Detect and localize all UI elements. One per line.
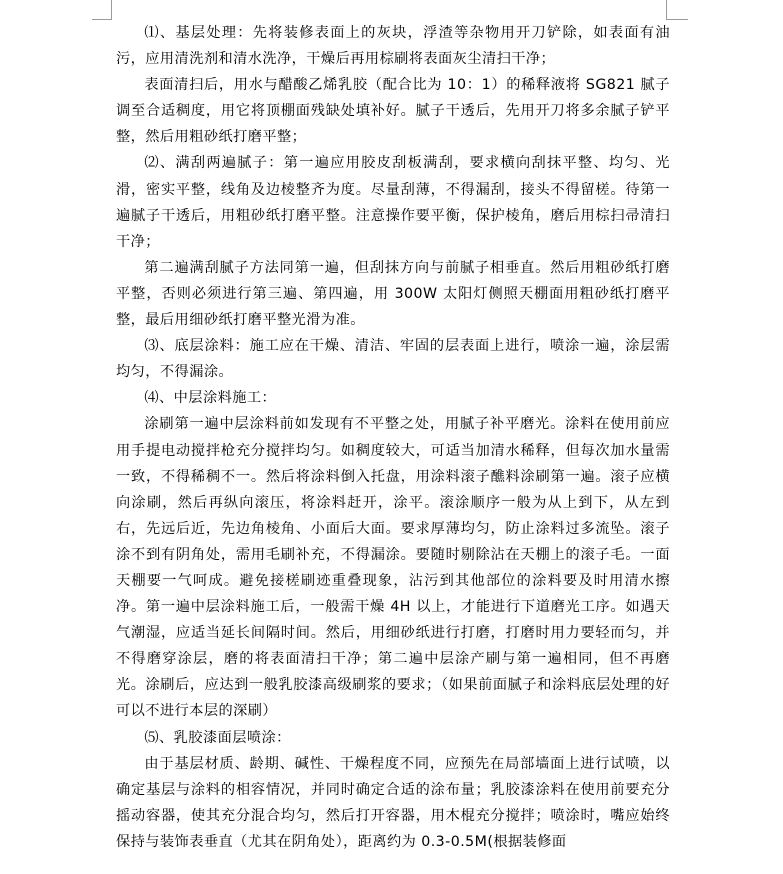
- paragraph-middle-coat-body: 涂刷第一遍中层涂料前如发现有不平整之处，用腻子补平磨光。涂料在使用前应用手提电动搅拌枪充分搅拌均匀。如稠度较大，可适当加清水稀释，但每次加水量需一致，不得稀稠不一。然后将涂料倒入托盘，用涂料滚子醮料涂刷第一遍。滚子应横向涂刷，然后再纵向滚压，将涂料赶开，涂平。滚涂顺序一般为从上到下，从左到右，先远后近，先边角棱角、小面后大面。要求厚薄均匀，防止涂料过多流坠。滚子涂不到有阴角处，需用毛刷补充，不得漏涂。要随时剔除沾在天棚上的滚子毛。一面天棚要一气呵成。避免接槎刷迹重叠现象，沾污到其他部位的涂料要及时用清水擦净。第一遍中层涂料施工后，一般需干燥 4H 以上，才能进行下道磨光工序。如遇天气潮湿，应适当延长间隔时间。然后，用细砂纸进行打磨，打磨时用力要轻而匀，并不得磨穿涂层，磨的将表面清扫干净；第二遍中层涂产刷与第一遍相同，但不再磨光。涂刷后，应达到一般乳胶漆高级刷浆的要求；（如果前面腻子和涂料底层处理的好可以不进行本层的深刷）: [116, 416, 670, 720]
- paragraph-first-putty-coat: ⑵、满刮两遍腻子：第一遍应用胶皮刮板满刮，要求横向刮抹平整、均匀、光滑，密实平整，线角及边棱整齐为度。尽量刮薄，不得漏刮，接头不得留槎。待第一遍腻子干透后，用粗砂纸打磨平整。注意操作要平衡，保护棱角，磨后用棕扫帚清扫干净；: [116, 155, 670, 250]
- paragraph-primer-coat: ⑶、底层涂料：施工应在干燥、清洁、牢固的层表面上进行，喷涂一遍，涂层需均匀，不得漏涂。: [116, 338, 670, 381]
- paragraph-putty-fill: 表面清扫后，用水与醋酸乙烯乳胶（配合比为 10：1）的稀释液将 SG821 腻子调至合适稠度，用它将顶棚面残缺处填补好。腻子干透后，先用开刀将多余腻子铲平整，然后用粗砂纸打磨平整；: [116, 77, 670, 146]
- paragraph-base-treatment: ⑴、基层处理：先将装修表面上的灰块，浮渣等杂物用开刀铲除，如表面有油污，应用清洗剂和清水洗净，干燥后再用棕刷将表面灰尘清扫干净；: [116, 25, 670, 68]
- paragraph-finish-coat-heading: ⑸、乳胶漆面层喷涂：: [144, 729, 291, 746]
- document-body: [116, 20, 670, 855]
- paragraph-middle-coat-heading: ⑷、中层涂料施工：: [144, 390, 277, 407]
- paragraph-second-putty-coat: 第二遍满刮腻子方法同第一遍，但刮抹方向与前腻子相垂直。然后用粗砂纸打磨平整，否则必须进行第三遍、第四遍，用 300W 太阳灯侧照天棚面用粗砂纸打磨平整，最后用细砂纸打磨平整光滑为准。: [116, 259, 670, 329]
- crop-mark-top-left-vertical: [111, 0, 112, 20]
- crop-mark-top-right-vertical: [666, 0, 667, 20]
- paragraph-finish-coat-body: 由于基层材质、龄期、碱性、干燥程度不同，应预先在局部墙面上进行试喷，以确定基层与涂料的相容情况，并同时确定合适的涂布量；乳胶漆涂料在使用前要充分摇动容器，使其充分混合均匀，然后打开容器，用木棍充分搅拌；喷涂时，嘴应始终保持与装饰表垂直（尤其在阴角处），距离约为 0.3-0.5M(根据装修面: [116, 755, 670, 850]
- crop-mark-top-left-horizontal: [92, 19, 112, 20]
